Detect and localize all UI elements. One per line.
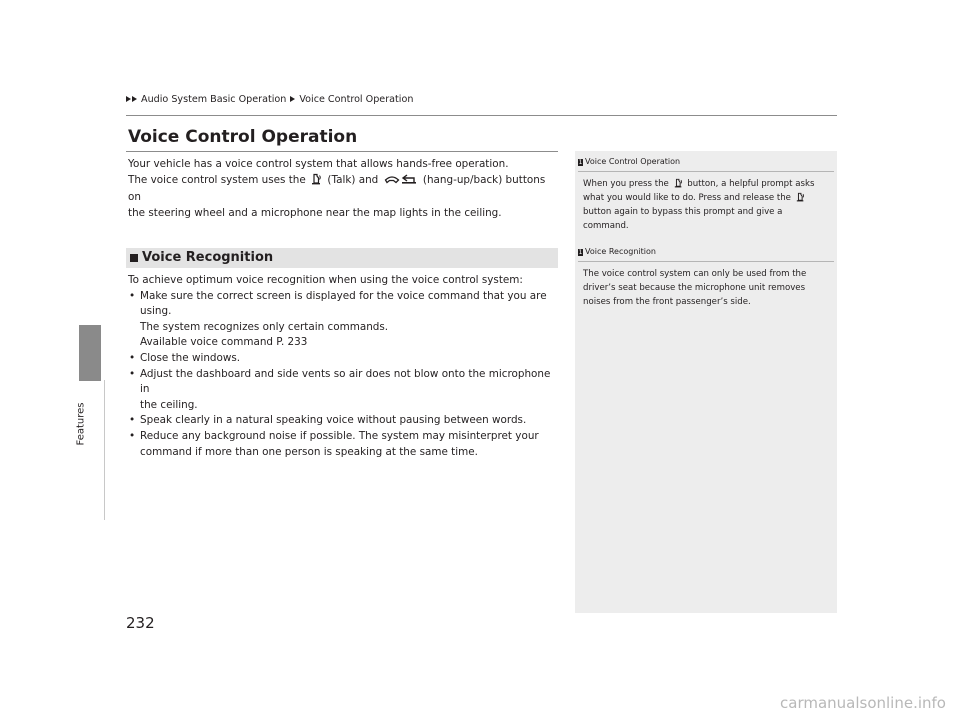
breadcrumb (126, 94, 413, 105)
breadcrumb-arrow-icon (290, 96, 295, 102)
section-heading (126, 248, 558, 268)
breadcrumb-arrow-icon (132, 96, 137, 102)
list-item: • Reduce any background noise if possible. The system may misinterpret your command if more than one person is speaking at the same time. (129, 429, 539, 458)
intro-line: the steering wheel and a microphone near the map lights in the ceiling. (128, 206, 502, 219)
list-item: • Speak clearly in a natural speaking voice without pausing between words. (128, 413, 560, 429)
bullet-icon: • (129, 289, 136, 302)
bullet-icon: • (129, 414, 136, 427)
note-body: The voice control system can only be used from the driver’s seat because the microphone unit removes noises from the front passenger’s side. (583, 269, 807, 307)
list-item: • Close the windows. (128, 351, 560, 367)
list-item: • Adjust the dashboard and side vents so air does not blow onto the microphone in the ceiling. (129, 367, 551, 411)
note-rule (578, 261, 834, 262)
side-divider (104, 380, 105, 520)
section-heading-text: Voice Recognition (142, 250, 274, 265)
title-rule (126, 151, 558, 152)
section-square-icon (130, 254, 138, 262)
intro-line: Your vehicle has a voice control system that allows hands-free operation. (128, 158, 509, 170)
bullet-icon: • (129, 351, 136, 364)
note-marker-icon: 1 (578, 159, 583, 166)
note-body: When you press the button, a helpful prompt asks what you would like to do. Press and release the button again to bypass this prompt and give a command. (583, 179, 815, 231)
breadcrumb-arrow-icon (126, 96, 131, 102)
note-rule (578, 171, 834, 172)
note-title: 1 Voice Recognition (578, 247, 656, 256)
notes-sidebar (575, 151, 837, 613)
page-title: Voice Control Operation (128, 127, 358, 147)
intro-line: The voice control system uses the (Talk) and (hang-up/back) buttons on (128, 174, 546, 203)
header-rule (126, 115, 837, 116)
page-number: 232 (126, 614, 155, 632)
hang-up-back-icon (384, 173, 418, 185)
note-title: 1 Voice Control Operation (578, 157, 681, 166)
breadcrumb-level1[interactable]: Audio System Basic Operation (141, 94, 287, 105)
talk-icon (311, 173, 322, 185)
section-body (128, 273, 560, 460)
section-tab-marker (79, 325, 101, 381)
bullet-list (128, 289, 560, 461)
note-marker-icon: 1 (578, 249, 583, 256)
bullet-icon: • (129, 367, 136, 380)
breadcrumb-level2: Voice Control Operation (299, 94, 414, 105)
intro-paragraph (128, 156, 560, 221)
cross-reference-link[interactable]: Available voice command P. 233 (140, 336, 308, 349)
section-lead: To achieve optimum voice recognition when using the voice control system: (128, 274, 523, 286)
section-tab-label: Features (75, 402, 87, 446)
talk-icon (674, 178, 683, 188)
watermark: carmanualsonline.info (780, 694, 946, 712)
talk-icon (796, 192, 805, 202)
bullet-icon: • (129, 429, 136, 442)
list-item: • Make sure the correct screen is displayed for the voice command that you are using. The system recognizes only certain commands. Available voice command P. 233 (128, 289, 560, 351)
